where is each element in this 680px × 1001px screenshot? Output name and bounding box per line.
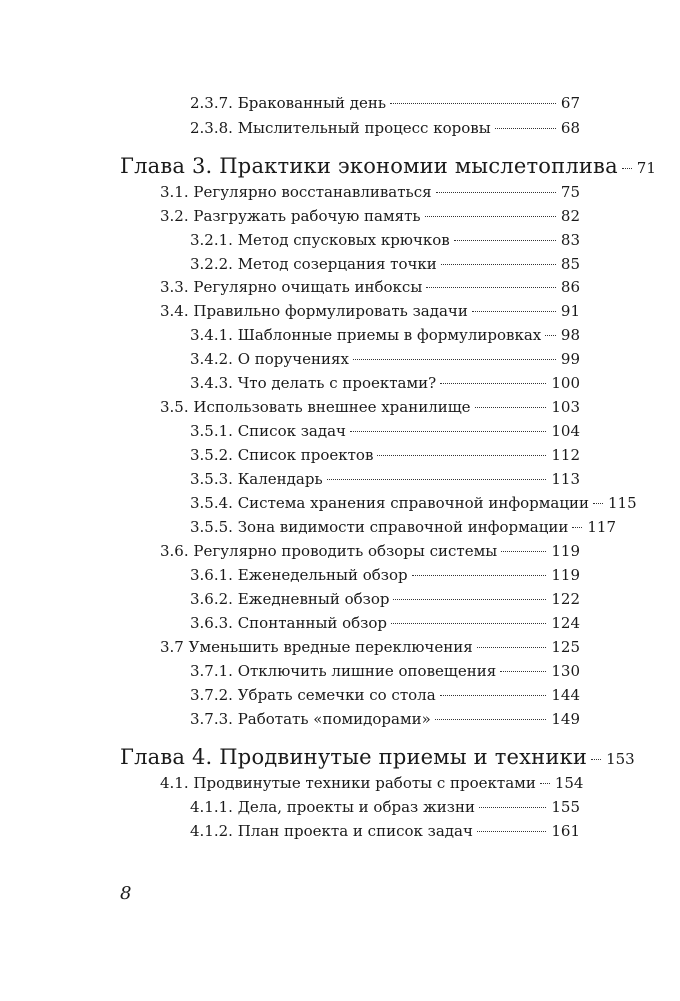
toc-entry-title: 3.6.1. Еженедельный обзор (190, 566, 408, 584)
dot-leader (393, 599, 546, 600)
toc-entry-page: 86 (560, 278, 580, 296)
dot-leader (350, 431, 546, 432)
toc-entry (160, 301, 580, 321)
toc-entry-title: 2.3.7. Бракованный день (190, 94, 387, 112)
toc-entry (190, 469, 580, 489)
toc-entry-page: 100 (551, 374, 580, 392)
toc-entry-title: 3.5.4. Система хранения справочной информации (190, 494, 589, 512)
toc-entry (190, 373, 580, 393)
toc-entry-title: 3.2. Разгружать рабочую память (160, 207, 421, 225)
toc-entry-page: 82 (560, 207, 580, 225)
toc-entry-title: 3.5.2. Список проектов (190, 446, 374, 464)
toc-entry-title: 3.7.1. Отключить лишние оповещения (190, 662, 497, 680)
dot-leader (441, 264, 556, 265)
toc-entry-page: 91 (560, 302, 580, 320)
toc-chapter-title: Глава 4. Продвинутые приемы и техники (120, 745, 588, 769)
toc-entry-title: 3.7.3. Работать «помидорами» (190, 710, 431, 728)
toc-entry-page: 149 (551, 710, 580, 728)
toc-entry (160, 277, 580, 297)
toc-entry-title: 4.1. Продвинутые техники работы с проектами (160, 774, 536, 792)
toc-entry-title: 3.4.3. Что делать с проектами? (190, 374, 437, 392)
toc-entry (190, 118, 580, 138)
toc-entry-title: 4.1.1. Дела, проекты и образ жизни (190, 798, 475, 816)
toc-entry-page: 130 (551, 662, 580, 680)
toc-entry-page: 117 (587, 518, 617, 536)
dot-leader (436, 192, 556, 193)
toc-entry (190, 93, 580, 113)
toc-entry-title: 3.4.1. Шаблонные приемы в формулировках (190, 326, 542, 344)
dot-leader (454, 240, 556, 241)
toc-entry (160, 637, 580, 657)
toc-entry-title: 3.2.2. Метод созерцания точки (190, 255, 437, 273)
dot-leader (440, 383, 546, 384)
toc-entry-page: 68 (560, 119, 580, 137)
toc-entry-page: 119 (551, 542, 580, 560)
toc-entry (160, 773, 584, 793)
toc-entry-title: 3.2.1. Метод спусковых крючков (190, 231, 450, 249)
toc-entry-title: 3.5.5. Зона видимости справочной информации (190, 518, 569, 536)
toc-entry-page: 124 (551, 614, 580, 632)
toc-entry-page: 85 (560, 255, 580, 273)
toc-entry-page: 71 (636, 159, 656, 177)
toc-entry-title: 3.5.3. Календарь (190, 470, 323, 488)
dot-leader (353, 359, 556, 360)
toc-entry (190, 254, 580, 274)
toc-chapter (120, 744, 635, 772)
toc-entry-page: 104 (551, 422, 580, 440)
toc-entry (160, 397, 580, 417)
dot-leader (501, 551, 546, 552)
toc-entry (160, 206, 580, 226)
toc-entry (190, 445, 580, 465)
dot-leader (540, 783, 550, 784)
toc-entry (190, 517, 617, 537)
toc-entry-title: 3.1. Регулярно восстанавливаться (160, 183, 432, 201)
toc-entry-page: 153 (606, 750, 635, 768)
toc-entry (160, 182, 580, 202)
dot-leader (545, 335, 556, 336)
toc-entry-page: 122 (551, 590, 580, 608)
toc-chapter (120, 153, 656, 181)
toc-entry-page: 112 (551, 446, 580, 464)
toc-entry-title: 3.5. Использовать внешнее хранилище (160, 398, 471, 416)
toc-entry-title: 3.6. Регулярно проводить обзоры системы (160, 542, 498, 560)
toc-entry-title: 3.7 Уменьшить вредные переключения (160, 638, 473, 656)
toc-entry-page: 154 (554, 774, 584, 792)
dot-leader (593, 503, 603, 504)
dot-leader (622, 168, 632, 169)
toc-entry-title: 3.5.1. Список задач (190, 422, 346, 440)
toc-entry-page: 144 (551, 686, 580, 704)
toc-entry-title: 4.1.2. План проекта и список задач (190, 822, 473, 840)
toc-entry-page: 67 (560, 94, 580, 112)
toc-entry (190, 821, 580, 841)
toc-chapter-title: Глава 3. Практики экономии мыслетоплива (120, 154, 618, 178)
toc-entry-title: 3.6.2. Ежедневный обзор (190, 590, 390, 608)
dot-leader (327, 479, 547, 480)
toc-entry-title: 3.7.2. Убрать семечки со стола (190, 686, 436, 704)
toc-entry-page: 119 (551, 566, 580, 584)
toc-entry (190, 797, 580, 817)
toc-entry-title: 3.4. Правильно формулировать задачи (160, 302, 468, 320)
toc-entry-page: 99 (560, 350, 580, 368)
toc-entry-page: 161 (551, 822, 580, 840)
toc-entry-page: 113 (551, 470, 580, 488)
toc-entry (190, 709, 580, 729)
toc-entry-page: 98 (560, 326, 580, 344)
toc-entry (190, 589, 580, 609)
dot-leader (591, 759, 601, 760)
dot-leader (477, 831, 546, 832)
toc-entry (190, 421, 580, 441)
dot-leader (435, 719, 547, 720)
toc-entry-title: 3.3. Регулярно очищать инбоксы (160, 278, 423, 296)
toc-entry (190, 325, 580, 345)
dot-leader (479, 807, 546, 808)
dot-leader (477, 647, 547, 648)
dot-leader (426, 287, 556, 288)
toc-entry-page: 83 (560, 231, 580, 249)
dot-leader (572, 527, 582, 528)
toc-entry (190, 230, 580, 250)
dot-leader (390, 103, 556, 104)
toc-entry (190, 685, 580, 705)
toc-entry-title: 2.3.8. Мыслительный процесс коровы (190, 119, 491, 137)
toc-entry (190, 661, 580, 681)
dot-leader (425, 216, 556, 217)
toc-entry-title: 3.6.3. Спонтанный обзор (190, 614, 388, 632)
dot-leader (377, 455, 546, 456)
dot-leader (475, 407, 547, 408)
dot-leader (440, 695, 547, 696)
toc-entry-page: 115 (608, 494, 637, 512)
toc-entry (190, 565, 580, 585)
toc-entry (190, 493, 637, 513)
toc-entry-page: 155 (551, 798, 580, 816)
toc-entry-title: 3.4.2. О поручениях (190, 350, 349, 368)
dot-leader (500, 671, 546, 672)
toc-entry-page: 75 (560, 183, 580, 201)
toc-entry-page: 125 (551, 638, 580, 656)
toc-entry (190, 349, 580, 369)
toc-entry-page: 103 (551, 398, 580, 416)
toc-entry (160, 541, 580, 561)
dot-leader (495, 128, 556, 129)
page-number: 8 (120, 883, 132, 904)
toc-entry (190, 613, 580, 633)
dot-leader (412, 575, 547, 576)
dot-leader (472, 311, 556, 312)
dot-leader (391, 623, 546, 624)
